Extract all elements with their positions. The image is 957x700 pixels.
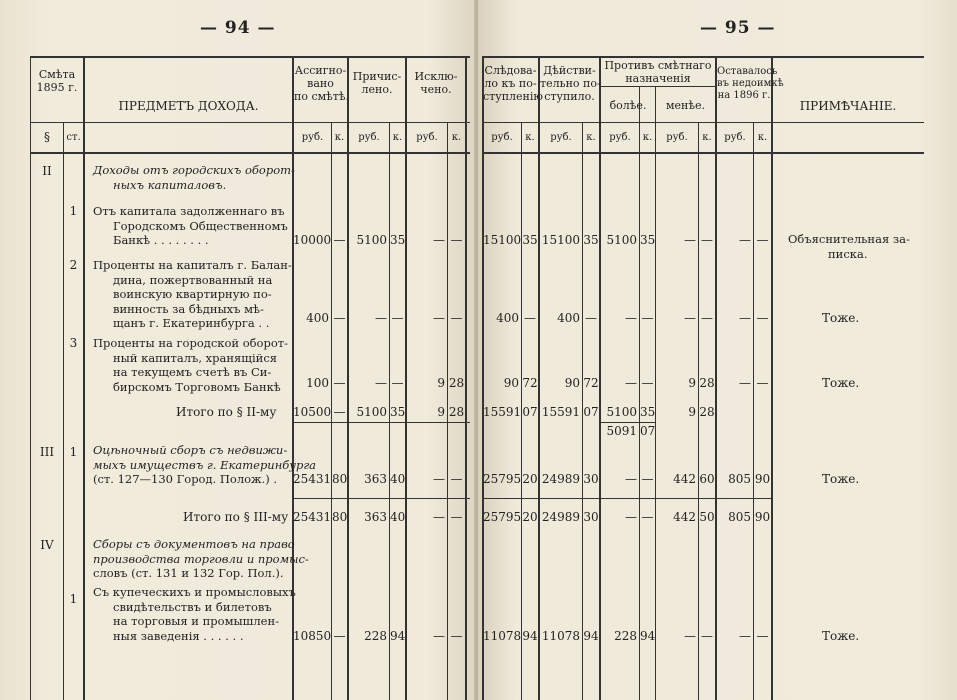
cell-ost-kop: 90 (754, 510, 771, 524)
cell-ost-rub: — (739, 311, 751, 325)
cell-sled-rub: 400 (496, 311, 519, 325)
cell-bol-kop: 35 (640, 233, 656, 247)
kop-label: к. (525, 132, 535, 143)
cell-deis-kop: 35 (583, 233, 599, 247)
rub-label: руб. (724, 132, 746, 143)
cell-sled-rub: 25795 (483, 510, 522, 524)
cell-deis-kop: 72 (583, 376, 599, 390)
row-note: Объяснительная за- писка. (788, 232, 910, 261)
cell-men-kop: 60 (699, 472, 715, 486)
cell-bol-kop: — (641, 510, 654, 524)
cell-men-kop: — (701, 629, 713, 643)
cell-assig-kop: 80 (332, 510, 348, 524)
cell-bol-kop: 94 (640, 629, 656, 643)
left-page (0, 0, 476, 700)
cell-bol-rub: 228 (614, 629, 637, 643)
cell-deis-kop: — (585, 311, 597, 325)
cell-sled-kop: 94 (522, 629, 538, 643)
cell-men-rub: — (684, 311, 696, 325)
cell-prich-rub: 363 (364, 472, 387, 486)
cell-sled-rub: 15591 (483, 405, 522, 419)
cell-ost-rub: — (739, 233, 751, 247)
cell-iskl-kop: — (450, 472, 463, 486)
cell-ost-kop: — (756, 233, 769, 247)
cell-prich-rub: 228 (364, 629, 387, 643)
cell-assig-kop: — (333, 233, 346, 247)
cell-sled-kop: 72 (522, 376, 538, 390)
section-title: Доходы отъ городскихъ оборот- ныхъ капиталовъ. (93, 163, 295, 192)
cell-assig-kop: — (333, 376, 346, 390)
cell-ost-kop: — (756, 311, 769, 325)
cell-bol-rub: — (625, 472, 637, 486)
cell-assig-kop: — (333, 629, 346, 643)
row-text: Проценты на городской оборот- ный капиталъ, хранящійся на текущемъ счетѣ въ Си- бирскомъ Торговомъ Банкѣ (93, 336, 289, 394)
cell-iskl-kop: — (450, 510, 463, 524)
article-number: 1 (69, 204, 78, 218)
article-number: 3 (69, 336, 78, 350)
cell-iskl-rub: — (433, 472, 445, 486)
cell-sled-rub: 15100 (483, 233, 522, 247)
prichisl-header: Причис- лено. (352, 70, 402, 96)
cell-assig-rub: 25431 (293, 472, 332, 486)
cell-prich-kop: — (391, 376, 404, 390)
cell-bol-rub: — (625, 510, 637, 524)
primech-header: ПРИМѢЧАНІЕ. (799, 99, 897, 113)
cell-prich-rub: — (375, 376, 387, 390)
cell-men-kop: 50 (699, 510, 715, 524)
rub-label: руб. (666, 132, 688, 143)
cell-prich-rub: 5100 (356, 233, 387, 247)
row-text: Оцѣночный сборъ съ недвижи- мыхъ имуществъ г. Екатеринбурга (ст. 127—130 Город. Полож.) . (93, 443, 317, 486)
cell-assig-rub: 100 (306, 376, 329, 390)
cell-bol-rub: 5100 (606, 233, 637, 247)
cell-men-kop: 28 (699, 405, 715, 419)
cell-bol-kop: 35 (640, 405, 656, 419)
cell-sled-kop: 20 (522, 472, 538, 486)
row-note: Тоже. (822, 311, 860, 325)
cell-bol-rub: — (625, 376, 637, 390)
section-number: III (39, 445, 55, 459)
cell-assig-rub: 10500 (293, 405, 332, 419)
cell-men-kop: — (701, 233, 713, 247)
cell-prich-rub: 5100 (356, 405, 387, 419)
cell-deis-rub: 15591 (541, 405, 580, 419)
cell-deis-rub: 400 (557, 311, 580, 325)
cell-assig-kop: — (333, 405, 346, 419)
cell-men-rub: — (684, 233, 696, 247)
cell-iskl-kop: 28 (448, 376, 465, 390)
cell-sled-rub: 11078 (483, 629, 522, 643)
kop-label: к. (702, 132, 712, 143)
cell-deis-kop: 30 (583, 510, 599, 524)
row-text: Отъ капитала задолженнаго въ Городскомъ Общественномъ Банкѣ . . . . . . . . (93, 204, 288, 247)
cell-deis-rub: 11078 (541, 629, 580, 643)
cell-deis-rub: 90 (564, 376, 580, 390)
cell-prich-kop: — (391, 311, 404, 325)
row-note: Тоже. (822, 376, 860, 390)
cell-men-rub: 9 (688, 405, 696, 419)
cell-ost-rub: — (739, 629, 751, 643)
cell-men-kop: — (701, 311, 713, 325)
cell-men-rub: 442 (673, 472, 696, 486)
cell-prich-kop: 35 (390, 405, 406, 419)
article-number: 2 (69, 258, 78, 272)
rub-label: руб. (358, 132, 380, 143)
cell-prich-kop: 40 (390, 472, 406, 486)
cell-deis-rub: 15100 (541, 233, 580, 247)
article-number: 1 (69, 445, 78, 459)
section-number: II (42, 164, 52, 178)
cell-deis-rub: 24989 (541, 510, 580, 524)
isklyuch-header: Исклю- чено. (414, 70, 458, 96)
cell-iskl-rub: — (433, 510, 445, 524)
cell-bol-rub: 5100 (606, 405, 637, 419)
cell-men-kop: 28 (699, 376, 715, 390)
cell-net-kop: 07 (640, 424, 656, 438)
subject-header: ПРЕДМЕТЪ ДОХОДА. (118, 99, 259, 113)
rub-label: руб. (491, 132, 513, 143)
cell-iskl-kop: — (450, 311, 463, 325)
total-label: Итого по § III-му (183, 510, 289, 524)
rub-label: руб. (609, 132, 631, 143)
cell-iskl-rub: — (433, 629, 445, 643)
deistv-header: Дѣйстви- тельно по- ступило. (540, 64, 601, 103)
right-page-number: — 95 — (700, 18, 776, 38)
cell-assig-kop: — (333, 311, 346, 325)
cell-bol-kop: — (641, 311, 654, 325)
kop-label: к. (451, 132, 462, 143)
cell-assig-rub: 10000 (293, 233, 332, 247)
menee-header: менѣе. (665, 99, 706, 112)
section-number: IV (40, 538, 54, 552)
cell-iskl-kop: — (450, 629, 463, 643)
assig-header: Ассигно- вано по смѣтѣ. (294, 64, 350, 103)
kop-label: к. (392, 132, 403, 143)
cell-ost-kop: — (756, 376, 769, 390)
sect-header: § (44, 130, 50, 144)
kop-label: к. (757, 132, 768, 143)
cell-sled-rub: 25795 (483, 472, 522, 486)
cell-sled-kop: 07 (522, 405, 538, 419)
cell-bol-rub: — (625, 311, 637, 325)
cell-iskl-kop: — (450, 233, 463, 247)
cell-deis-kop: 07 (583, 405, 599, 419)
cell-ost-kop: 90 (754, 472, 771, 486)
row-note: Тоже. (822, 629, 860, 643)
rub-label: руб. (301, 132, 324, 143)
cell-assig-kop: 80 (332, 472, 348, 486)
row-text: Съ купеческихъ и промысловыхъ свидѣтельствъ и билетовъ на торговыя и промышлен- ныя заведенія . . . . . . (93, 585, 296, 643)
bolee-header: болѣе. (609, 99, 647, 112)
cell-sled-kop: 35 (522, 233, 538, 247)
section-title: Сборы съ документовъ на право производства торговли и промыс- словъ (ст. 131 и 132 Гор. Пол.). (93, 537, 309, 580)
cell-men-rub: 9 (688, 376, 696, 390)
smeta-header: Смѣта 1895 г. (36, 68, 78, 94)
cell-sled-rub: 90 (503, 376, 519, 390)
cell-men-rub: — (684, 629, 696, 643)
cell-deis-kop: 94 (583, 629, 599, 643)
cell-assig-rub: 400 (306, 311, 329, 325)
cell-ost-rub: 805 (728, 510, 751, 524)
cell-iskl-rub: — (433, 233, 445, 247)
cell-sled-kop: — (524, 311, 536, 325)
kop-label: к. (586, 132, 596, 143)
ostav-header: Оставалось въ недоимкѣ на 1896 г. (717, 66, 784, 101)
cell-prich-kop: 94 (390, 629, 406, 643)
cell-ost-kop: — (756, 629, 769, 643)
cell-iskl-kop: 28 (448, 405, 465, 419)
cell-prich-rub: 363 (364, 510, 387, 524)
cell-deis-kop: 30 (583, 472, 599, 486)
row-text: Проценты на капиталъ г. Балан- дина, пожертвованный на воинскую квартирную по- винность за бѣдныхъ мѣ- щанъ г. Екатеринбурга . . (93, 258, 292, 330)
cell-iskl-rub: — (433, 311, 445, 325)
kop-label: к. (642, 132, 653, 143)
cell-ost-rub: 805 (728, 472, 751, 486)
cell-deis-rub: 24989 (541, 472, 580, 486)
st-header: ст. (66, 132, 81, 143)
cell-prich-kop: 40 (390, 510, 406, 524)
article-number: 1 (69, 592, 78, 606)
cell-net-rub: 5091 (606, 424, 637, 438)
total-label: Итого по § II-му (176, 405, 277, 419)
cell-prich-rub: — (375, 311, 387, 325)
row-note: Тоже. (822, 472, 860, 486)
cell-iskl-rub: 9 (437, 376, 445, 390)
protiv-header: Противъ смѣтнаго назначенія (604, 59, 712, 85)
cell-prich-kop: 35 (390, 233, 406, 247)
rub-label: руб. (550, 132, 572, 143)
cell-men-rub: 442 (673, 510, 696, 524)
kop-label: к. (334, 132, 345, 143)
cell-iskl-rub: 9 (437, 405, 445, 419)
cell-sled-kop: 20 (522, 510, 538, 524)
cell-bol-kop: — (641, 472, 654, 486)
cell-ost-rub: — (739, 376, 751, 390)
cell-bol-kop: — (641, 376, 654, 390)
left-page-number: — 94 — (200, 18, 276, 38)
cell-assig-rub: 25431 (293, 510, 332, 524)
cell-assig-rub: 10850 (293, 629, 332, 643)
right-page (478, 0, 957, 700)
sled-header: Слѣдова- ло къ по- ступленію (483, 64, 543, 103)
rub-label: руб. (416, 132, 438, 143)
